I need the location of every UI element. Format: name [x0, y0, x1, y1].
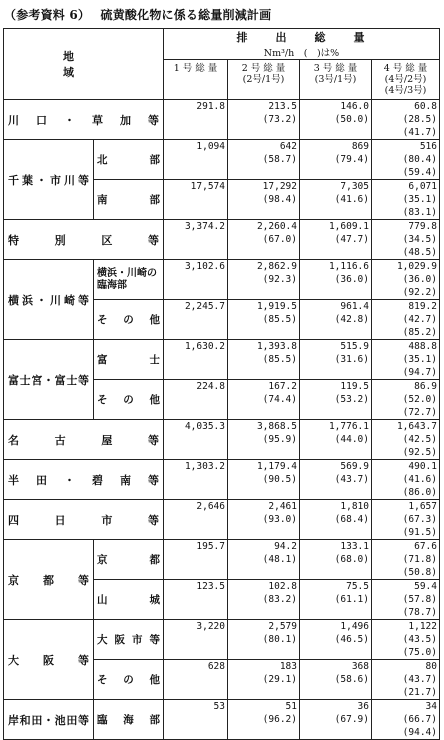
value-c4	[372, 420, 440, 460]
header-col4-line2: (4号/2号)	[384, 74, 427, 85]
value-c3	[300, 140, 372, 180]
value-c3	[300, 580, 372, 620]
value-text: 1,657	[408, 501, 437, 512]
ratio-text: (80.4)	[402, 154, 437, 165]
value-text: 17,292	[262, 181, 297, 192]
header-col3-line2: (3号/1号)	[314, 74, 357, 85]
value-c4	[372, 660, 440, 700]
ratio-text: (50.8)	[402, 567, 437, 578]
value-text: 490.1	[408, 461, 437, 472]
region-cell: 特別区等	[4, 220, 164, 260]
value-c4	[372, 100, 440, 140]
value-c2	[228, 420, 300, 460]
value-col1	[164, 500, 228, 540]
value-c2	[228, 660, 300, 700]
value-text: 123.5	[196, 581, 225, 592]
value-text: 17,574	[190, 181, 225, 192]
region-cell: 四日市等	[4, 500, 164, 540]
ratio-text: (41.6)	[402, 474, 437, 485]
value-text: 2,260.4	[256, 221, 297, 232]
ratio-text: (58.7)	[262, 154, 297, 165]
subregion-cell: 富士	[94, 340, 164, 380]
value-text: 195.7	[196, 541, 225, 552]
value-text: 224.8	[196, 381, 225, 392]
ratio-text: (86.0)	[402, 487, 437, 498]
ratio-text: (31.6)	[334, 354, 369, 365]
region-cell: 半田・碧南等	[4, 460, 164, 500]
ratio-text: (85.5)	[262, 354, 297, 365]
value-text: 7,305	[340, 181, 369, 192]
value-c3	[300, 500, 372, 540]
ratio-text: (41.7)	[402, 127, 437, 138]
ratio-text: (94.4)	[402, 727, 437, 738]
ratio-text: (73.2)	[262, 114, 297, 125]
value-text: 291.8	[196, 101, 225, 112]
value-col1	[164, 620, 228, 660]
header-col1: 1 号 総 量	[164, 60, 228, 100]
value-text: 2,862.9	[256, 261, 297, 272]
value-c2	[228, 260, 300, 300]
value-text: 133.1	[340, 541, 369, 552]
header-emission-label: 排 出 総 量	[236, 31, 367, 44]
value-text: 1,810	[340, 501, 369, 512]
subregion-cell: 大阪市等	[94, 620, 164, 660]
value-text: 36	[357, 701, 369, 712]
table-row	[4, 260, 440, 300]
emission-table	[3, 28, 440, 740]
value-c2	[228, 340, 300, 380]
value-c2	[228, 140, 300, 180]
header-col2-line1: 2 号 総 量	[241, 63, 286, 74]
subregion-cell: 横浜・川崎の臨海部	[94, 260, 164, 300]
table-row	[4, 340, 440, 380]
subregion-cell: その他	[94, 380, 164, 420]
value-c2	[228, 620, 300, 660]
value-c2	[228, 540, 300, 580]
ratio-text: (50.0)	[334, 114, 369, 125]
ratio-text: (79.4)	[334, 154, 369, 165]
region-cell: 横浜・川崎等	[4, 260, 94, 340]
value-text: 2,245.7	[184, 301, 225, 312]
ratio-text: (43.7)	[402, 674, 437, 685]
ratio-text: (46.5)	[334, 634, 369, 645]
ratio-text: (35.1)	[402, 354, 437, 365]
ratio-text: (96.2)	[262, 714, 297, 725]
value-text: 368	[351, 661, 369, 672]
value-c2	[228, 700, 300, 740]
value-c2	[228, 220, 300, 260]
ratio-text: (61.1)	[334, 594, 369, 605]
value-text: 3,868.5	[256, 421, 297, 432]
title-text: 硫黄酸化物に係る総量削減計画	[100, 8, 272, 22]
value-text: 34	[425, 701, 437, 712]
value-c3	[300, 300, 372, 340]
ratio-text: (68.4)	[334, 514, 369, 525]
value-col1	[164, 300, 228, 340]
value-c4	[372, 140, 440, 180]
value-text: 119.5	[340, 381, 369, 392]
header-col4-line1: 4 号 総 量	[383, 63, 428, 74]
value-c2	[228, 500, 300, 540]
value-text: 1,919.5	[256, 301, 297, 312]
table-row	[4, 620, 440, 660]
region-cell: 大阪等	[4, 620, 94, 700]
value-text: 642	[279, 141, 297, 152]
value-text: 59.4	[414, 581, 437, 592]
ratio-text: (80.1)	[262, 634, 297, 645]
value-c4	[372, 180, 440, 220]
ratio-text: (35.1)	[402, 194, 437, 205]
ratio-text: (67.9)	[334, 714, 369, 725]
ratio-text: (36.0)	[402, 274, 437, 285]
value-text: 53	[213, 701, 225, 712]
header-area: 地 域	[4, 29, 164, 100]
header-unit: Nm³/h ( )は%	[263, 48, 340, 59]
value-col1	[164, 460, 228, 500]
value-text: 213.5	[268, 101, 297, 112]
header-emission	[164, 29, 440, 60]
value-text: 1,116.6	[328, 261, 369, 272]
value-c3	[300, 380, 372, 420]
value-c4	[372, 620, 440, 660]
value-text: 1,630.2	[184, 341, 225, 352]
value-text: 1,179.4	[256, 461, 297, 472]
value-col1	[164, 420, 228, 460]
region-cell: 名古屋等	[4, 420, 164, 460]
ratio-text: (83.2)	[262, 594, 297, 605]
document-title	[4, 6, 271, 23]
ratio-text: (67.0)	[262, 234, 297, 245]
value-c4	[372, 500, 440, 540]
ratio-text: (21.7)	[402, 687, 437, 698]
value-c2	[228, 580, 300, 620]
ratio-text: (68.0)	[334, 554, 369, 565]
value-text: 2,646	[196, 501, 225, 512]
value-c4	[372, 580, 440, 620]
subregion-cell: その他	[94, 660, 164, 700]
table-row	[4, 220, 440, 260]
value-c3	[300, 700, 372, 740]
ratio-text: (66.7)	[402, 714, 437, 725]
ratio-text: (95.9)	[262, 434, 297, 445]
value-c2	[228, 460, 300, 500]
value-text: 94.2	[274, 541, 297, 552]
ratio-text: (58.6)	[334, 674, 369, 685]
ratio-text: (47.7)	[334, 234, 369, 245]
value-c3	[300, 180, 372, 220]
value-col1	[164, 660, 228, 700]
ratio-text: (93.0)	[262, 514, 297, 525]
value-text: 167.2	[268, 381, 297, 392]
value-text: 2,461	[268, 501, 297, 512]
header-col3	[300, 60, 372, 100]
region-cell: 京都等	[4, 540, 94, 620]
value-c4	[372, 540, 440, 580]
value-c3	[300, 220, 372, 260]
value-c2	[228, 100, 300, 140]
value-text: 819.2	[408, 301, 437, 312]
ratio-text: (48.1)	[262, 554, 297, 565]
ratio-text: (92.3)	[262, 274, 297, 285]
value-col1	[164, 260, 228, 300]
value-col1	[164, 700, 228, 740]
value-c3	[300, 260, 372, 300]
ratio-text: (53.2)	[334, 394, 369, 405]
value-c2	[228, 300, 300, 340]
value-c3	[300, 100, 372, 140]
table-row	[4, 540, 440, 580]
value-text: 3,374.2	[184, 221, 225, 232]
value-text: 3,220	[196, 621, 225, 632]
value-text: 75.5	[346, 581, 369, 592]
header-col2-line2: (2号/1号)	[242, 74, 285, 85]
table-row	[4, 140, 440, 180]
value-text: 516	[419, 141, 437, 152]
value-c3	[300, 620, 372, 660]
value-c3	[300, 540, 372, 580]
value-text: 80	[425, 661, 437, 672]
region-cell: 富士宮・富士等	[4, 340, 94, 420]
value-col1	[164, 580, 228, 620]
ratio-text: (92.2)	[402, 287, 437, 298]
value-text: 961.4	[340, 301, 369, 312]
value-text: 3,102.6	[184, 261, 225, 272]
region-cell: 川口・草加等	[4, 100, 164, 140]
value-text: 779.8	[408, 221, 437, 232]
value-text: 1,303.2	[184, 461, 225, 472]
value-text: 67.6	[414, 541, 437, 552]
ratio-text: (91.5)	[402, 527, 437, 538]
value-text: 1,776.1	[328, 421, 369, 432]
value-c4	[372, 380, 440, 420]
ratio-text: (43.7)	[334, 474, 369, 485]
value-text: 1,496	[340, 621, 369, 632]
value-text: 488.8	[408, 341, 437, 352]
ratio-text: (85.2)	[402, 327, 437, 338]
ratio-text: (72.7)	[402, 407, 437, 418]
ratio-text: (41.6)	[334, 194, 369, 205]
ratio-text: (57.8)	[402, 594, 437, 605]
value-c3	[300, 460, 372, 500]
value-c3	[300, 420, 372, 460]
value-text: 146.0	[340, 101, 369, 112]
ratio-text: (29.1)	[262, 674, 297, 685]
ratio-text: (34.5)	[402, 234, 437, 245]
region-cell: 千葉・市川等	[4, 140, 94, 220]
ratio-text: (92.5)	[402, 447, 437, 458]
ratio-text: (75.0)	[402, 647, 437, 658]
ratio-text: (59.4)	[402, 167, 437, 178]
value-c2	[228, 380, 300, 420]
ratio-text: (52.0)	[402, 394, 437, 405]
ratio-text: (36.0)	[334, 274, 369, 285]
ratio-text: (43.5)	[402, 634, 437, 645]
value-text: 1,029.9	[396, 261, 437, 272]
ratio-text: (42.8)	[334, 314, 369, 325]
value-text: 628	[207, 661, 225, 672]
subregion-cell: その他	[94, 300, 164, 340]
value-text: 6,071	[408, 181, 437, 192]
ratio-text: (67.3)	[402, 514, 437, 525]
table-row	[4, 500, 440, 540]
value-text: 1,393.8	[256, 341, 297, 352]
ratio-text: (48.5)	[402, 247, 437, 258]
subregion-cell: 北部	[94, 140, 164, 180]
value-text: 86.9	[414, 381, 437, 392]
table-row	[4, 420, 440, 460]
ratio-text: (74.4)	[262, 394, 297, 405]
value-text: 183	[279, 661, 297, 672]
region-cell: 岸和田・池田等	[4, 700, 94, 740]
ratio-text: (44.0)	[334, 434, 369, 445]
value-text: 4,035.3	[184, 421, 225, 432]
table-row	[4, 100, 440, 140]
header-col3-line1: 3 号 総 量	[313, 63, 358, 74]
value-text: 1,643.7	[396, 421, 437, 432]
value-text: 569.9	[340, 461, 369, 472]
value-col1	[164, 380, 228, 420]
header-col4	[372, 60, 440, 100]
value-col1	[164, 340, 228, 380]
value-col1	[164, 140, 228, 180]
value-text: 2,579	[268, 621, 297, 632]
value-text: 51	[285, 701, 297, 712]
ratio-text: (78.7)	[402, 607, 437, 618]
value-c4	[372, 220, 440, 260]
header-col4-line3: (4号/3号)	[384, 85, 427, 96]
ratio-text: (85.5)	[262, 314, 297, 325]
value-c4	[372, 260, 440, 300]
ratio-text: (71.8)	[402, 554, 437, 565]
value-c4	[372, 460, 440, 500]
value-col1	[164, 180, 228, 220]
ratio-text: (94.7)	[402, 367, 437, 378]
subregion-cell: 南部	[94, 180, 164, 220]
header-col2	[228, 60, 300, 100]
value-text: 102.8	[268, 581, 297, 592]
ratio-text: (98.4)	[262, 194, 297, 205]
subregion-cell: 臨海部	[94, 700, 164, 740]
value-text: 515.9	[340, 341, 369, 352]
value-text: 1,609.1	[328, 221, 369, 232]
value-c3	[300, 340, 372, 380]
value-col1	[164, 220, 228, 260]
value-c2	[228, 180, 300, 220]
value-col1	[164, 540, 228, 580]
value-text: 869	[351, 141, 369, 152]
ratio-text: (42.5)	[402, 434, 437, 445]
reference-label: （参考資料 6）	[4, 8, 91, 22]
value-c4	[372, 300, 440, 340]
ratio-text: (90.5)	[262, 474, 297, 485]
value-c3	[300, 660, 372, 700]
table-row	[4, 460, 440, 500]
ratio-text: (83.1)	[402, 207, 437, 218]
subregion-cell: 京都	[94, 540, 164, 580]
value-text: 60.8	[414, 101, 437, 112]
value-col1	[164, 100, 228, 140]
value-c4	[372, 700, 440, 740]
ratio-text: (28.5)	[402, 114, 437, 125]
value-c4	[372, 340, 440, 380]
value-text: 1,122	[408, 621, 437, 632]
value-text: 1,094	[196, 141, 225, 152]
table-row	[4, 700, 440, 740]
subregion-cell: 山城	[94, 580, 164, 620]
ratio-text: (42.7)	[402, 314, 437, 325]
